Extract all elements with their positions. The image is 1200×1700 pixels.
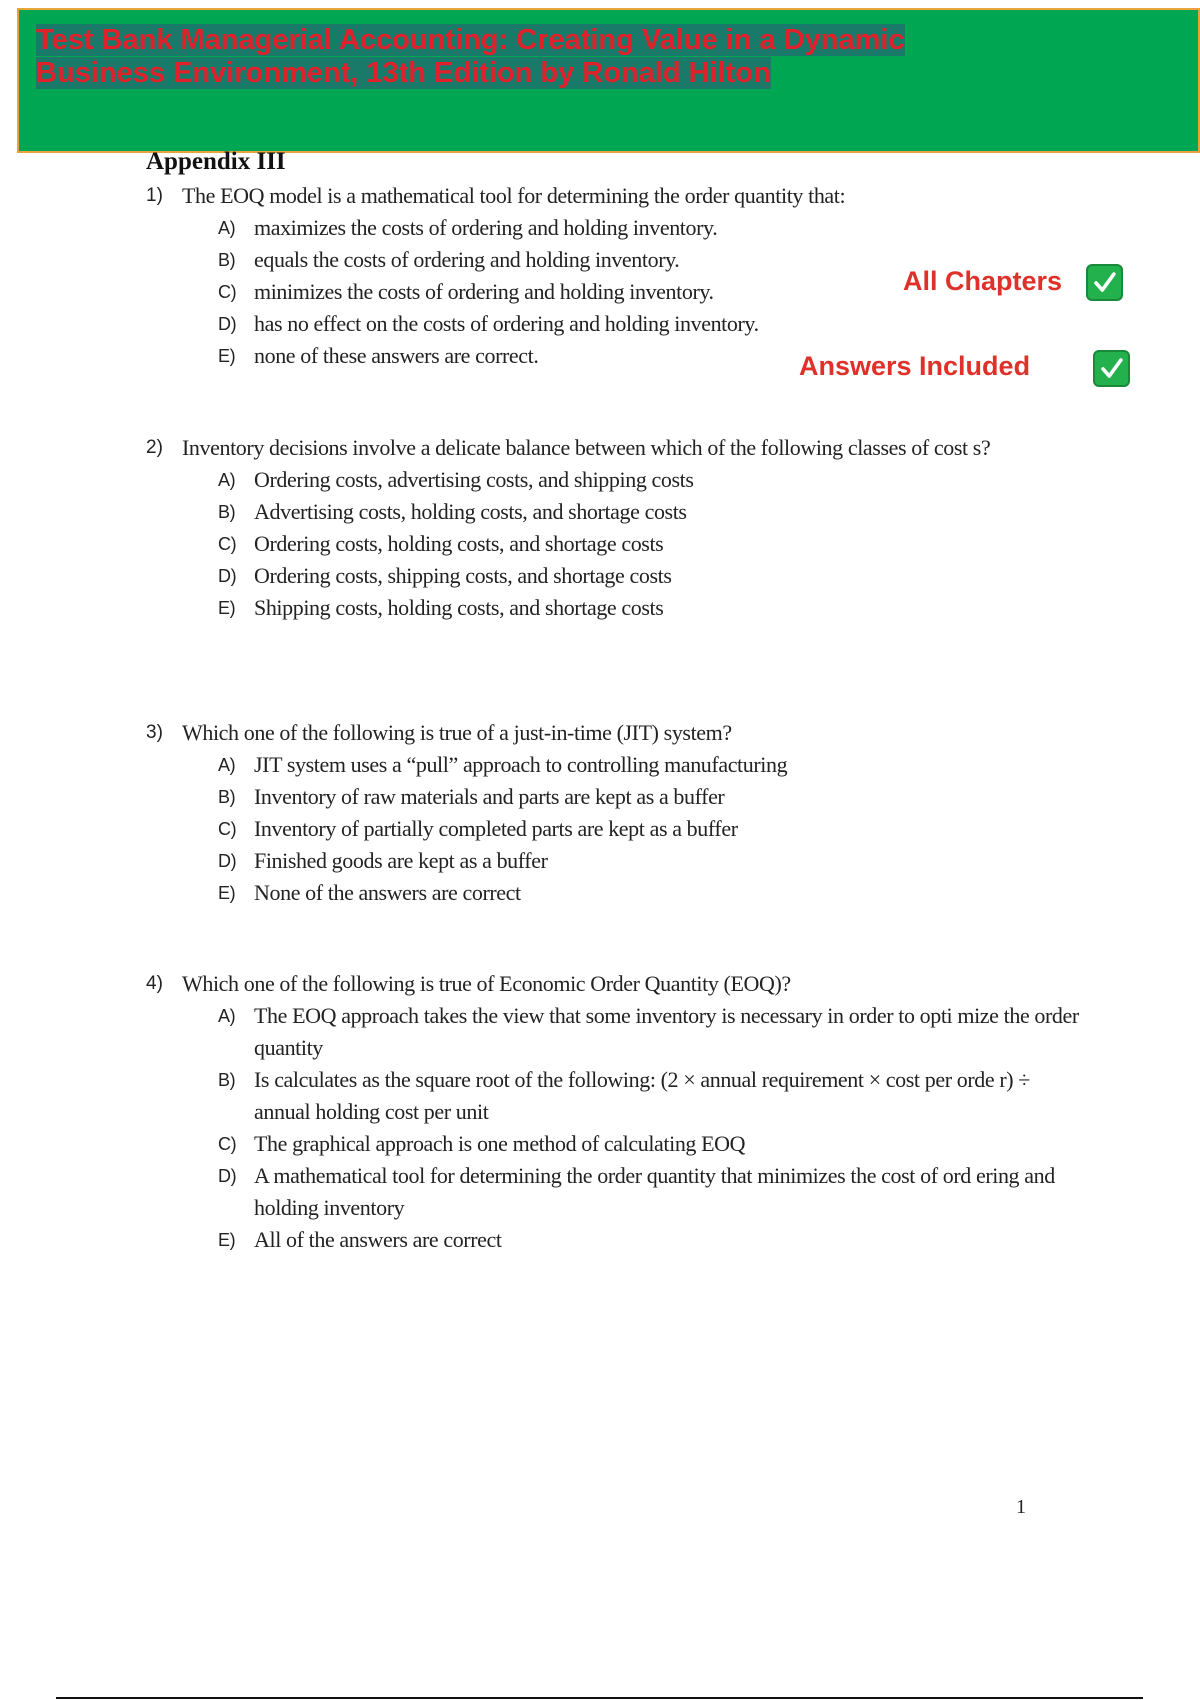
footer-divider — [56, 1697, 1143, 1699]
question-1 — [146, 180, 1089, 372]
check-box-icon — [1093, 350, 1130, 387]
option-letter: C) — [218, 819, 237, 839]
answer-option — [218, 464, 1089, 496]
option-letter: E) — [218, 1230, 236, 1250]
option-text: maximizes the costs of ordering and holding inventory. — [254, 215, 718, 240]
question-4 — [146, 968, 1089, 1256]
option-text: Ordering costs, shipping costs, and shortage costs — [254, 563, 672, 588]
option-letter: D) — [218, 566, 237, 586]
answers-included-badge: Answers Included — [799, 351, 1031, 381]
question-number: 4) — [146, 973, 163, 994]
option-text: none of these answers are correct. — [254, 343, 539, 368]
header-banner — [17, 8, 1200, 153]
option-letter: B) — [218, 1070, 236, 1090]
question-number: 2) — [146, 437, 163, 458]
option-letter: E) — [218, 883, 236, 903]
option-letter: A) — [218, 755, 236, 775]
option-text: Shipping costs, holding costs, and shortage costs — [254, 595, 664, 620]
answer-option — [218, 1000, 1089, 1064]
option-letter: C) — [218, 282, 237, 302]
option-letter: A) — [218, 1006, 236, 1026]
option-text: The graphical approach is one method of calculating EOQ — [254, 1131, 746, 1156]
check-box-icon — [1086, 264, 1123, 301]
answer-option — [218, 1160, 1089, 1224]
answer-option — [218, 1128, 1089, 1160]
answer-option — [218, 781, 1089, 813]
section-title: Appendix III — [146, 148, 286, 175]
answer-option — [218, 340, 1089, 372]
question-text: Which one of the following is true of Economic Order Quantity (EOQ)? — [182, 971, 791, 996]
option-text: JIT system uses a “pull” approach to controlling manufacturing — [254, 752, 788, 777]
option-text: All of the answers are correct — [254, 1227, 502, 1252]
question-3 — [146, 717, 1089, 909]
answer-option — [218, 749, 1089, 781]
answer-option — [218, 496, 1089, 528]
option-text: minimizes the costs of ordering and holding inventory. — [254, 279, 714, 304]
option-letter: E) — [218, 598, 236, 618]
option-text: has no effect on the costs of ordering and holding inventory. — [254, 311, 759, 336]
answer-option — [218, 592, 1089, 624]
option-letter: D) — [218, 1166, 237, 1186]
option-letter: C) — [218, 534, 237, 554]
answer-option — [218, 244, 1089, 276]
answer-option — [218, 276, 1089, 308]
option-text: Advertising costs, holding costs, and shortage costs — [254, 499, 687, 524]
question-2 — [146, 432, 1089, 624]
page-number: 1 — [1016, 1496, 1026, 1518]
question-number: 1) — [146, 185, 163, 206]
option-letter: A) — [218, 470, 236, 490]
option-text: Ordering costs, advertising costs, and shipping costs — [254, 467, 694, 492]
option-letter: D) — [218, 314, 237, 334]
option-letter: B) — [218, 502, 236, 522]
answer-option — [218, 845, 1089, 877]
answer-option — [218, 813, 1089, 845]
all-chapters-badge: All Chapters — [903, 266, 1063, 296]
question-text: The EOQ model is a mathematical tool for determining the order quantity that: — [182, 183, 846, 208]
option-text: Inventory of raw materials and parts are kept as a buffer — [254, 784, 725, 809]
banner-title: Test Bank Managerial Accounting: Creating Value in a Dynamic Business Environment, 13th Edition by Ronald Hilton — [36, 24, 905, 89]
answer-option — [218, 560, 1089, 592]
answer-option — [218, 1064, 1089, 1128]
option-text: A mathematical tool for determining the order quantity that minimizes the cost of ord ering and holding inventory — [254, 1163, 1055, 1220]
option-letter: A) — [218, 218, 236, 238]
answer-option — [218, 528, 1089, 560]
option-letter: D) — [218, 851, 237, 871]
question-text: Inventory decisions involve a delicate balance between which of the following classes of cost s? — [182, 435, 991, 460]
question-text: Which one of the following is true of a just-in-time (JIT) system? — [182, 720, 732, 745]
option-letter: B) — [218, 250, 236, 270]
answer-option — [218, 212, 1089, 244]
answer-option — [218, 308, 1089, 340]
option-text: None of the answers are correct — [254, 880, 521, 905]
answer-option — [218, 1224, 1089, 1256]
option-letter: B) — [218, 787, 236, 807]
option-text: The EOQ approach takes the view that some inventory is necessary in order to opti mize the order quantity — [254, 1003, 1079, 1060]
option-text: Is calculates as the square root of the following: (2 × annual requirement × cost per orde r) ÷ annual holding cost per unit — [254, 1067, 1030, 1124]
option-text: equals the costs of ordering and holding inventory. — [254, 247, 680, 272]
option-letter: C) — [218, 1134, 237, 1154]
option-text: Ordering costs, holding costs, and shortage costs — [254, 531, 664, 556]
question-number: 3) — [146, 722, 163, 743]
answer-option — [218, 877, 1089, 909]
option-text: Inventory of partially completed parts are kept as a buffer — [254, 816, 738, 841]
option-text: Finished goods are kept as a buffer — [254, 848, 548, 873]
option-letter: E) — [218, 346, 236, 366]
